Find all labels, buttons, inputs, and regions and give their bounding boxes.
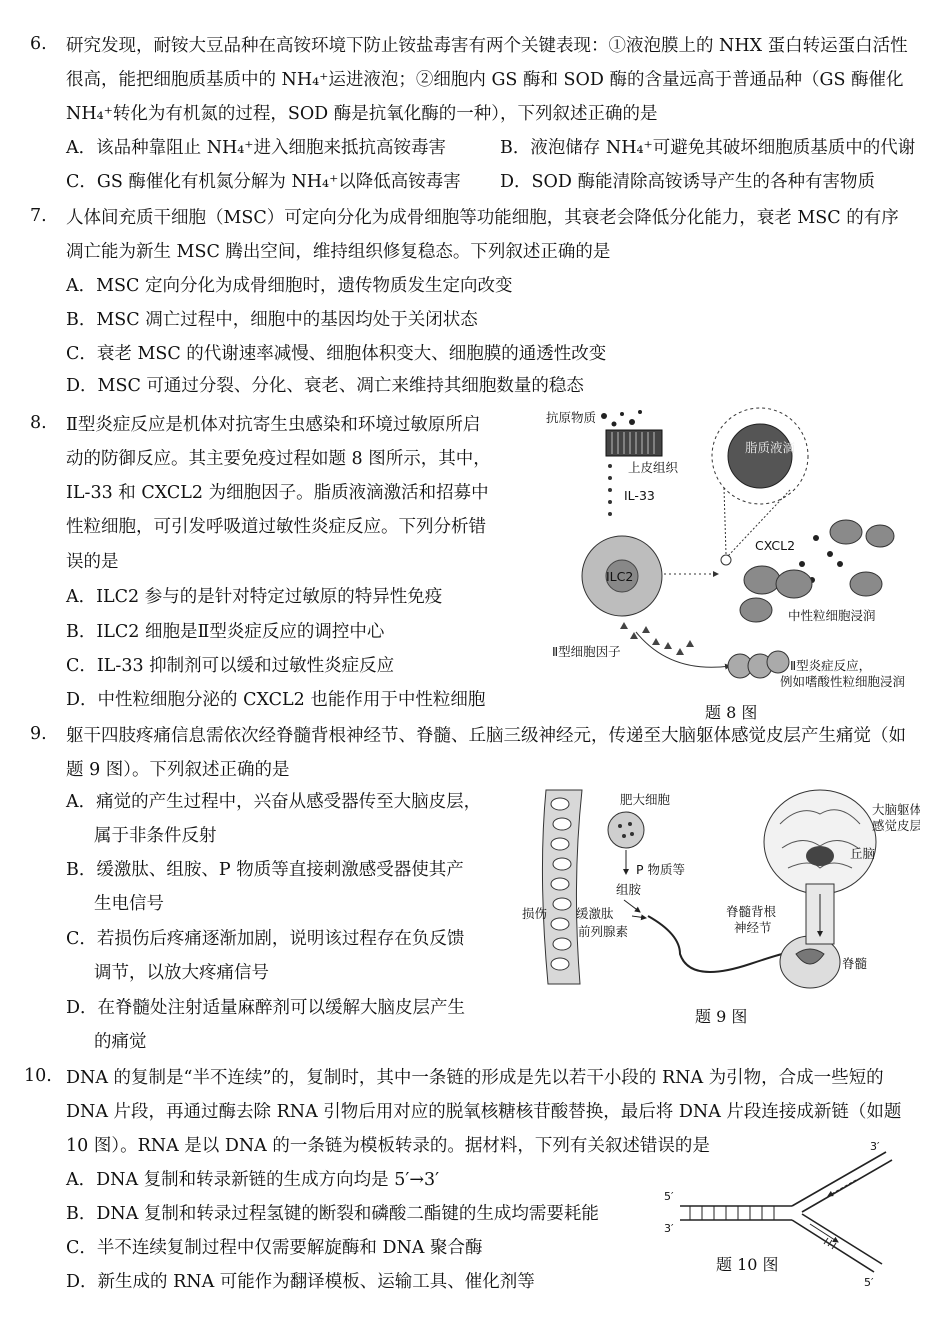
fig8-cxcl2-label: CXCL2 bbox=[755, 538, 796, 553]
q9-option-a-2: 属于非条件反射 bbox=[94, 826, 217, 846]
figure-9-diagram bbox=[520, 784, 920, 996]
fig10-bottom-5prime: 5′ bbox=[864, 1276, 874, 1289]
fig8-epithelium-label: 上皮组织 bbox=[628, 460, 679, 475]
fig8-ilc2-label: ILC2 bbox=[606, 569, 634, 584]
q8-option-c: C．IL-33 抑制剂可以缓和过敏性炎症反应 bbox=[66, 656, 395, 676]
q9-option-a-1: A．痛觉的产生过程中，兴奋从感受器传至大脑皮层， bbox=[66, 792, 482, 812]
q6-stem-line-3: NH₄⁺转化为有机氮的过程，SOD 酶是抗氧化酶的一种），下列叙述正确的是 bbox=[66, 104, 658, 124]
q9-option-b-2: 生电信号 bbox=[94, 894, 164, 914]
figure-10-diagram bbox=[660, 1140, 922, 1290]
q9-number: 9. bbox=[30, 724, 47, 744]
fig8-antigen-label: 抗原物质 bbox=[546, 410, 597, 425]
q8-stem-line-1: Ⅱ型炎症反应是机体对抗寄生虫感染和环境过敏原所启 bbox=[66, 415, 481, 435]
fig8-lipid-droplet bbox=[728, 424, 792, 488]
fig10-left-5prime: 5′ bbox=[664, 1190, 674, 1203]
q6-number: 6. bbox=[30, 34, 47, 54]
q8-option-b: B．ILC2 细胞是Ⅱ型炎症反应的调控中心 bbox=[66, 622, 385, 642]
fig9-thalamus-label: 丘脑 bbox=[850, 846, 876, 861]
q6-option-d: D．SOD 酶能清除高铵诱导产生的各种有害物质 bbox=[500, 172, 875, 192]
q7-option-a: A．MSC 定向分化为成骨细胞时，遗传物质发生定向改变 bbox=[66, 276, 513, 296]
figure-10 bbox=[660, 1140, 922, 1290]
figure-10-caption: 题 10 图 bbox=[716, 1255, 779, 1274]
fig8-neutro-label: 中性粒细胞浸润 bbox=[788, 608, 876, 623]
fig9-histamine-label: 组胺 bbox=[616, 882, 642, 897]
figure-9-caption: 题 9 图 bbox=[695, 1007, 748, 1026]
fig8-type2-triangles bbox=[620, 622, 694, 655]
q10-option-d: D．新生成的 RNA 可能作为翻译模板、运输工具、催化剂等 bbox=[66, 1272, 535, 1292]
fig9-mast-label: 肥大细胞 bbox=[620, 792, 671, 807]
q6-option-c: C．GS 酶催化有机氮分解为 NH₄⁺以降低高铵毒害 bbox=[66, 172, 461, 192]
q10-option-b: B．DNA 复制和转录过程氢键的断裂和磷酸二酯键的生成均需要耗能 bbox=[66, 1204, 599, 1224]
fig9-p-label: P 物质等 bbox=[636, 862, 686, 877]
q8-stem-line-2: 动的防御反应。其主要免疫过程如题 8 图所示，其中， bbox=[66, 449, 491, 469]
figure-8 bbox=[540, 404, 920, 694]
q9-option-d-1: D．在脊髓处注射适量麻醉剂可以缓解大脑皮层产生 bbox=[66, 998, 466, 1018]
fig10-top-3prime: 3′ bbox=[870, 1140, 880, 1153]
fig9-drg-label-2: 神经节 bbox=[734, 920, 772, 935]
q10-option-a: A．DNA 复制和转录新链的生成方向均是 5′→3′ bbox=[66, 1170, 440, 1190]
fig8-epithelium bbox=[606, 430, 662, 456]
fig9-cortex-label-2: 感觉皮层 bbox=[872, 818, 920, 833]
figure-8-diagram bbox=[540, 404, 920, 694]
fig9-skin-tissue bbox=[542, 790, 582, 984]
fig9-mast-cell bbox=[608, 812, 644, 848]
fig8-type2factor-label: Ⅱ型细胞因子 bbox=[552, 644, 621, 659]
fig8-small-droplet bbox=[721, 555, 731, 565]
q10-stem-line-3: 10 图）。RNA 是以 DNA 的一条链为模板转录的。据材料，下列有关叙述错误的是 bbox=[66, 1136, 710, 1156]
q7-option-b: B．MSC 凋亡过程中，细胞中的基因均处于关闭状态 bbox=[66, 310, 478, 330]
q7-stem-line-2: 凋亡能为新生 MSC 腾出空间，维持组织修复稳态。下列叙述正确的是 bbox=[66, 242, 611, 262]
q6-stem-line-2: 很高，能把细胞质基质中的 NH₄⁺运进液泡；②细胞内 GS 酶和 SOD 酶的含量远高于普通品种（GS 酶催化 bbox=[66, 70, 904, 90]
fig9-injury-label: 损伤 bbox=[522, 906, 548, 921]
fig8-il33-dots bbox=[608, 464, 612, 516]
fig9-cortex-label-1: 大脑躯体 bbox=[872, 802, 920, 817]
figure-8-caption: 题 8 图 bbox=[705, 703, 758, 722]
q10-stem-line-2: DNA 片段，再通过酶去除 RNA 引物后用对应的脱氧核糖核苷酸替换，最后将 DNA 片段连接成新链（如题 bbox=[66, 1102, 902, 1122]
q6-option-b: B．液泡储存 NH₄⁺可避免其破坏细胞质基质中的代谢 bbox=[500, 138, 916, 158]
fig10-upper-fork bbox=[792, 1152, 892, 1212]
q7-option-c: C．衰老 MSC 的代谢速率减慢、细胞体积变大、细胞膜的通透性改变 bbox=[66, 344, 607, 364]
fig9-cord-label: 脊髓 bbox=[842, 956, 868, 971]
fig10-dna-duplex bbox=[680, 1206, 792, 1220]
q8-number: 8. bbox=[30, 413, 47, 433]
q8-stem-line-5: 误的是 bbox=[66, 552, 119, 572]
fig8-type2-label-a: Ⅱ型炎症反应， bbox=[790, 658, 872, 673]
q8-option-a: A．ILC2 参与的是针对特定过敏原的特异性免疫 bbox=[66, 587, 443, 607]
q9-option-d-2: 的痛觉 bbox=[94, 1032, 147, 1052]
fig8-type2-label-b: 例如嗜酸性粒细胞浸润 bbox=[780, 674, 906, 689]
fig8-il33-label: IL-33 bbox=[624, 488, 655, 503]
q9-stem-line-1: 躯干四肢疼痛信息需依次经脊髓背根神经节、脊髓、丘脑三级神经元，传递至大脑躯体感觉皮层产生痛觉（如 bbox=[66, 726, 906, 746]
q8-option-d: D．中性粒细胞分泌的 CXCL2 也能作用于中性粒细胞 bbox=[66, 690, 486, 710]
fig9-prostaglandin-label: 前列腺素 bbox=[578, 924, 629, 939]
q10-option-c: C．半不连续复制过程中仅需要解旋酶和 DNA 聚合酶 bbox=[66, 1238, 483, 1258]
q6-stem-line-1: 研究发现，耐铵大豆品种在高铵环境下防止铵盐毒害有两个关键表现：①液泡膜上的 NHX 蛋白转运蛋白活性 bbox=[66, 36, 908, 56]
q9-option-c-1: C．若损伤后疼痛逐渐加剧，说明该过程存在负反馈 bbox=[66, 929, 465, 949]
fig8-lipid-label: 脂质液滴 bbox=[745, 440, 796, 455]
q8-stem-line-4: 性粒细胞，可引发呼吸道过敏性炎症反应。下列分析错 bbox=[66, 517, 486, 537]
q9-option-b-1: B．缓激肽、组胺、P 物质等直接刺激感受器使其产 bbox=[66, 860, 464, 880]
fig9-drg-label-1: 脊髓背根 bbox=[726, 904, 777, 919]
fig9-bradykinin-label: 缓激肽 bbox=[576, 906, 614, 921]
q6-option-a: A．该品种靠阻止 NH₄⁺进入细胞来抵抗高铵毒害 bbox=[66, 138, 447, 158]
fig8-antigen-particles bbox=[601, 410, 642, 427]
q10-number: 10. bbox=[24, 1066, 52, 1086]
figure-9 bbox=[520, 784, 920, 996]
q7-stem-line-1: 人体间充质干细胞（MSC）可定向分化为成骨细胞等功能细胞，其衰老会降低分化能力，衰老 MSC 的有序 bbox=[66, 208, 899, 228]
q8-stem-line-3: IL-33 和 CXCL2 为细胞因子。脂质液滴激活和招募中 bbox=[66, 483, 489, 503]
q9-stem-line-2: 题 9 图）。下列叙述正确的是 bbox=[66, 760, 290, 780]
fig10-left-3prime: 3′ bbox=[664, 1222, 674, 1235]
q9-option-c-2: 调节，以放大疼痛信号 bbox=[94, 963, 269, 983]
q10-stem-line-1: DNA 的复制是“半不连续”的，复制时，其中一条链的形成是先以若干小段的 RNA 为引物，合成一些短的 bbox=[66, 1068, 884, 1088]
q7-option-d: D．MSC 可通过分裂、分化、衰老、凋亡来维持其细胞数量的稳态 bbox=[66, 376, 584, 396]
fig10-lower-fork bbox=[792, 1214, 882, 1272]
q7-number: 7. bbox=[30, 206, 47, 226]
